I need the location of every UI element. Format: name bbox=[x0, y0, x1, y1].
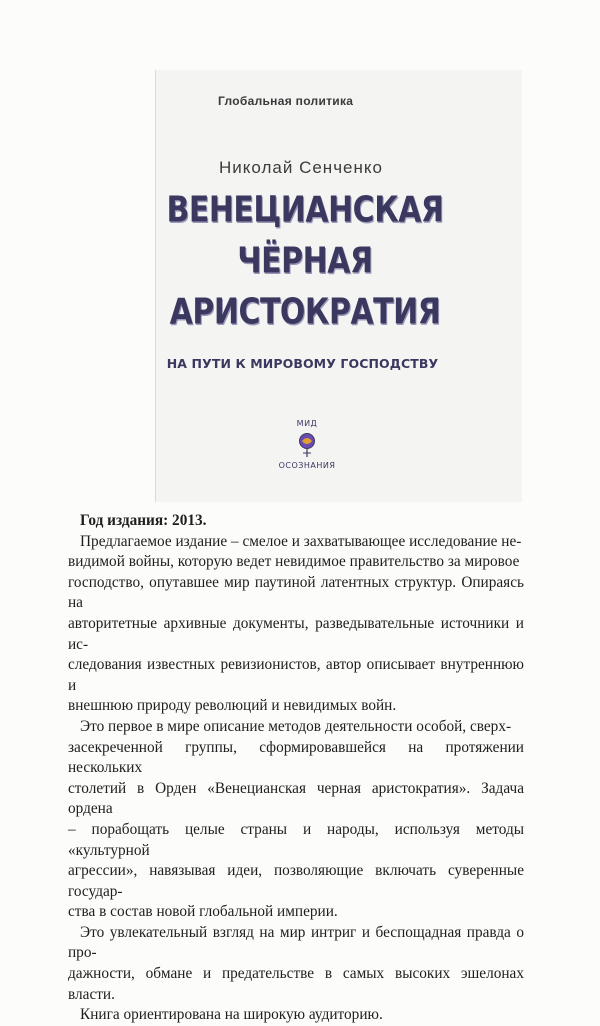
title-line-3: АРИСТОКРАТИЯ bbox=[169, 291, 441, 334]
book-description bbox=[68, 511, 524, 1026]
title-line-1: ВЕНЕЦИАНСКАЯ bbox=[166, 189, 444, 232]
publisher-logo bbox=[274, 419, 340, 481]
publisher-emblem-icon bbox=[298, 432, 316, 458]
description-paragraph-3: Это увлекательный взгляд на мир интриг и беспощадная правда о про- дажности, обмане и предательстве в самых высоких эшелонах власти. bbox=[68, 923, 524, 1003]
description-paragraph-4: Книга ориентирована на широкую аудиторию. bbox=[80, 1006, 383, 1024]
title-line-2: ЧЁРНАЯ bbox=[237, 240, 373, 283]
description-paragraph-1: Предлагаемое издание – смелое и захватывающее исследование не- видимой войны, которую ведет невидимое правительство за мировое господство, опутавшее мир паутиной латентных структур. Опираясь на авторитетные архивные документы, разведывательные источники и ис- следования известных ревизионистов, автор описывает внутреннюю и внешнюю природу революций и невидимых войн. bbox=[68, 532, 524, 715]
author-name: Николай Сенченко bbox=[219, 158, 383, 177]
book-cover bbox=[155, 70, 522, 502]
series-label: Глобальная политика bbox=[218, 94, 354, 108]
publisher-logo-bottom-word: ОСОЗНАНИЯ bbox=[278, 461, 336, 470]
book-subtitle: НА ПУТИ К МИРОВОМУ ГОСПОДСТВУ bbox=[166, 356, 439, 371]
description-paragraph-2: Это первое в мире описание методов деятельности особой, сверх- засекреченной группы, сформировавшейся на протяжении нескольких столетий в Орден «Венецианская черная аристократия». Задача ордена – порабощать целые страны и народы, используя методы «культурной агрессии», навязывая идеи, позволяющие включать суверенные государ- ства в состав новой глобальной империи. bbox=[68, 717, 524, 921]
publisher-logo-top-word: МИД bbox=[296, 419, 318, 428]
publication-year: Год издания: 2013. bbox=[80, 512, 207, 529]
